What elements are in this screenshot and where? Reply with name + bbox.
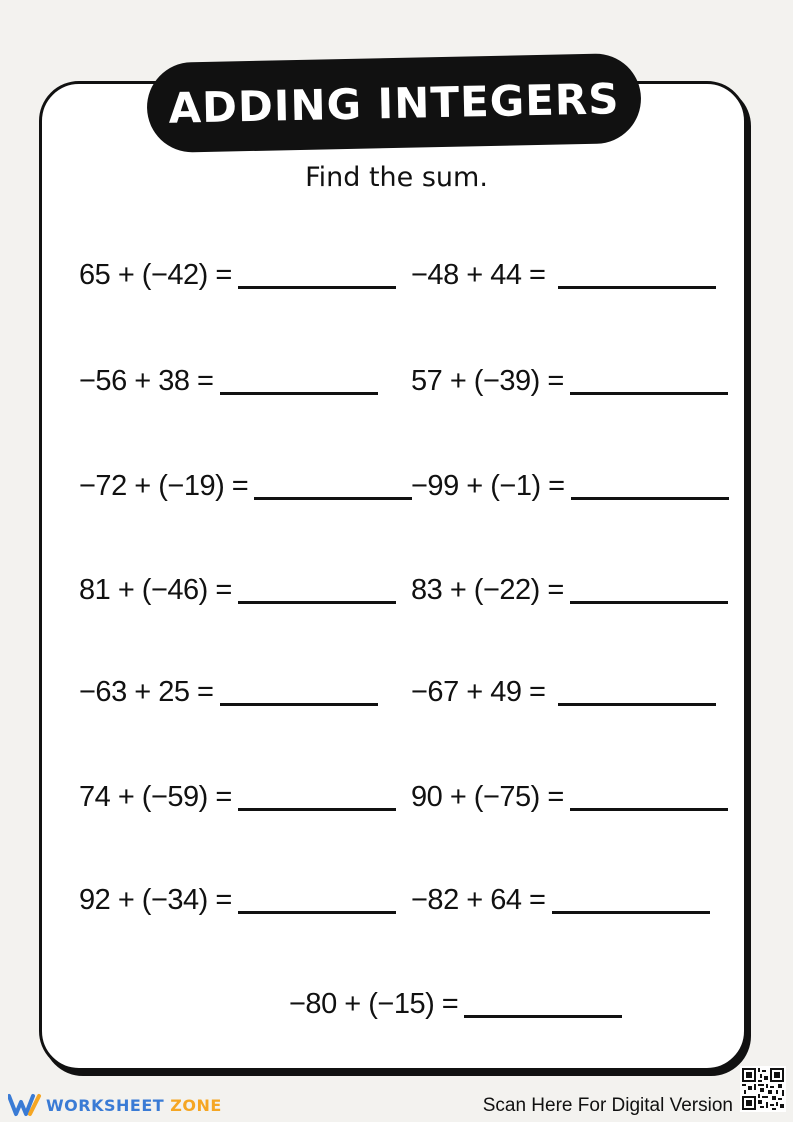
problem-expression: 57 + (−39) = — [411, 365, 564, 397]
problem-2 — [411, 258, 716, 292]
answer-blank[interactable] — [464, 1015, 622, 1018]
problem-1 — [79, 258, 396, 292]
problem-expression: 90 + (−75) = — [411, 781, 564, 813]
instruction-text: Find the sum. — [305, 162, 488, 193]
problem-10 — [411, 675, 716, 709]
answer-blank[interactable] — [558, 703, 716, 706]
answer-blank[interactable] — [220, 392, 378, 395]
problem-13 — [79, 883, 396, 917]
problem-expression: −82 + 64 = — [411, 884, 546, 916]
problem-expression: −67 + 49 = — [411, 676, 546, 708]
answer-blank[interactable] — [254, 497, 412, 500]
problem-expression: −48 + 44 = — [411, 259, 546, 291]
problem-14 — [411, 883, 710, 917]
problem-expression: −99 + (−1) = — [411, 470, 565, 502]
problem-expression: −63 + 25 = — [79, 676, 214, 708]
answer-blank[interactable] — [238, 808, 396, 811]
problem-12 — [411, 780, 728, 814]
answer-blank[interactable] — [558, 286, 716, 289]
problem-expression: 83 + (−22) = — [411, 574, 564, 606]
problem-expression: 74 + (−59) = — [79, 781, 232, 813]
title-banner — [146, 53, 642, 153]
answer-blank[interactable] — [570, 601, 728, 604]
problem-11 — [79, 780, 396, 814]
problem-expression: −72 + (−19) = — [79, 470, 249, 502]
problem-7 — [79, 573, 396, 607]
answer-blank[interactable] — [238, 601, 396, 604]
problem-expression: 92 + (−34) = — [79, 884, 232, 916]
problem-15 — [289, 987, 622, 1021]
problem-8 — [411, 573, 728, 607]
problem-expression: 65 + (−42) = — [79, 259, 232, 291]
answer-blank[interactable] — [571, 497, 729, 500]
problem-4 — [411, 364, 728, 398]
problem-expression: 81 + (−46) = — [79, 574, 232, 606]
problem-5 — [79, 469, 412, 503]
answer-blank[interactable] — [570, 808, 728, 811]
page-title: ADDING INTEGERS — [168, 73, 620, 133]
problem-expression: −56 + 38 = — [79, 365, 214, 397]
brand-name: WORKSHEET ZONE — [46, 1095, 222, 1115]
worksheet-zone-logo-icon — [8, 1093, 42, 1117]
answer-blank[interactable] — [552, 911, 710, 914]
answer-blank[interactable] — [570, 392, 728, 395]
problem-9 — [79, 675, 378, 709]
problem-expression: −80 + (−15) = — [289, 988, 459, 1020]
problem-6 — [411, 469, 729, 503]
answer-blank[interactable] — [238, 286, 396, 289]
problem-3 — [79, 364, 378, 398]
answer-blank[interactable] — [238, 911, 396, 914]
brand-logo[interactable] — [8, 1093, 222, 1117]
scan-instruction: Scan Here For Digital Version — [482, 1095, 733, 1116]
qr-code-icon[interactable] — [740, 1066, 786, 1112]
answer-blank[interactable] — [220, 703, 378, 706]
